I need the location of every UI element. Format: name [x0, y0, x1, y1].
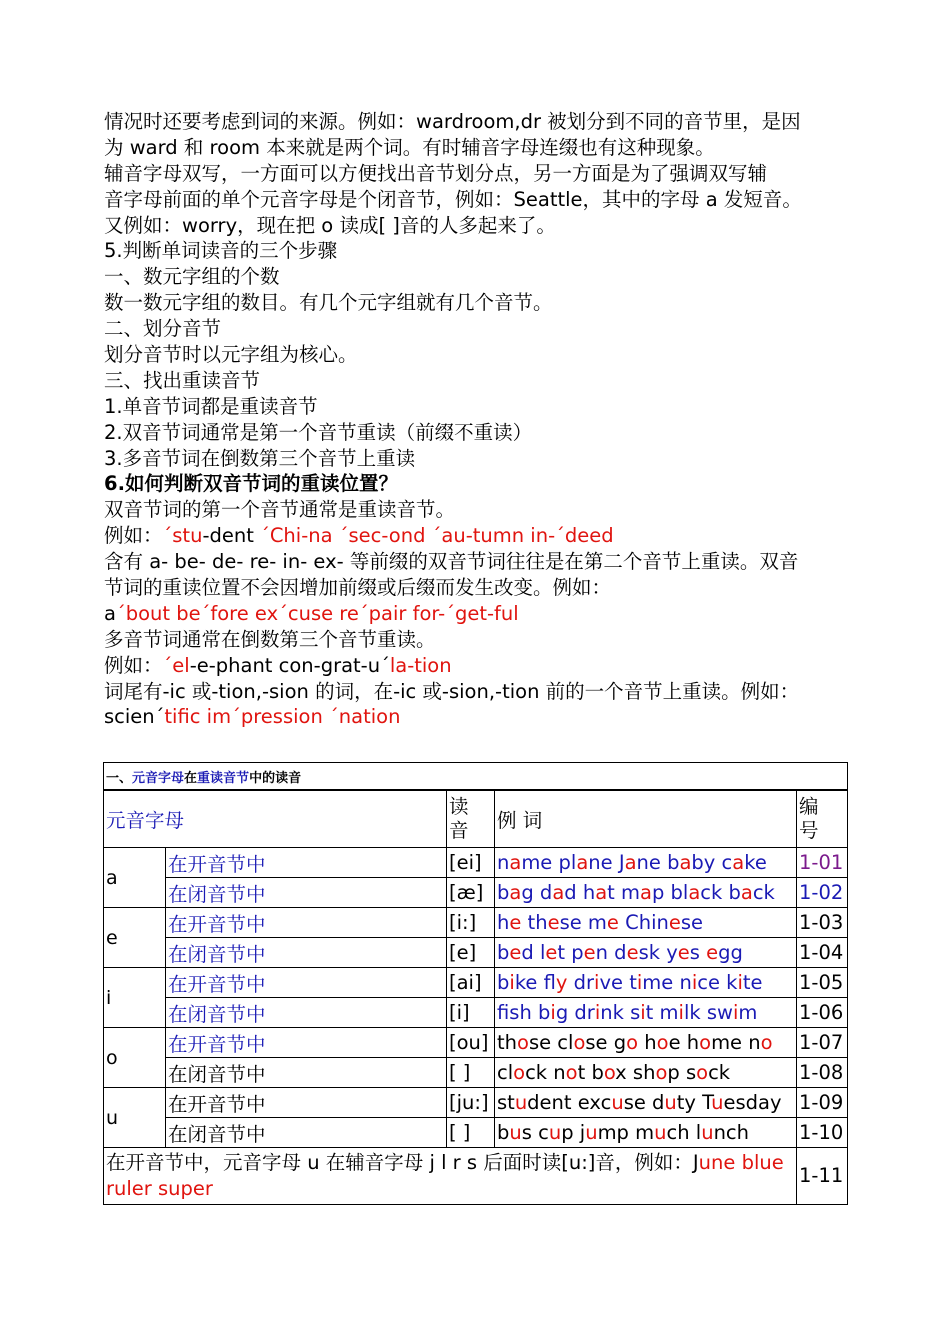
- syllable-type-cell: 在闭音节中: [166, 938, 447, 968]
- text-run: o: [513, 1061, 526, 1084]
- text-line: [104, 109, 852, 135]
- text-run: t m: [645, 1001, 679, 1024]
- text-run: e: [668, 911, 681, 934]
- sound-cell: [ai]: [447, 968, 495, 998]
- text-run: s: [689, 941, 707, 964]
- text-run: i: [732, 1001, 739, 1024]
- table-row: [104, 938, 848, 968]
- sound-cell: [i]: [447, 998, 495, 1028]
- text-run: a: [509, 881, 522, 904]
- text-run: 2.双音节词通常是第一个音节重读（前缀不重读）: [104, 420, 533, 444]
- text-run: ty T: [676, 1091, 712, 1114]
- text-line: [104, 523, 852, 549]
- text-run: ck n: [525, 1061, 566, 1084]
- text-run: i: [509, 971, 515, 994]
- text-run: une blue ruler super: [106, 1151, 784, 1200]
- number-cell: 1-03: [797, 908, 848, 938]
- text-run: 例 词: [497, 809, 543, 832]
- example-words-cell: [495, 968, 797, 998]
- text-line: [104, 549, 852, 575]
- text-run: i: [640, 1001, 646, 1024]
- syllable-type-cell: 在闭音节中: [166, 878, 447, 908]
- text-run: e: [547, 911, 560, 934]
- text-line: [104, 601, 852, 627]
- text-run: d l: [521, 941, 546, 964]
- text-run: by c: [691, 851, 733, 874]
- text-run: 音字母前面的单个元音字母是个闭音节，例如：Seattle，其中的字母 a 发短音。: [104, 187, 802, 211]
- text-run: -dent: [202, 524, 261, 548]
- text-run: i: [691, 971, 698, 994]
- text-run: m: [738, 1001, 758, 1024]
- text-run: o: [655, 1061, 668, 1084]
- sound-cell: [æ]: [447, 878, 495, 908]
- text-run: gg: [718, 941, 743, 964]
- text-run: b: [497, 881, 510, 904]
- number-cell: 1-09: [797, 1088, 848, 1118]
- text-run: s c: [521, 1121, 549, 1144]
- text-run: ne b: [636, 851, 680, 874]
- text-run: 三、找出重读音节: [104, 368, 261, 392]
- syllable-type-cell: 在开音节中: [166, 908, 447, 938]
- table-row: [104, 1028, 848, 1058]
- text-run: f: [497, 1001, 510, 1024]
- syllable-type-cell: 在闭音节中: [166, 998, 447, 1028]
- text-run: a: [509, 851, 522, 874]
- number-cell: 1-04: [797, 938, 848, 968]
- text-run: g dr: [555, 1001, 595, 1024]
- text-run: 二、划分音节: [104, 317, 222, 341]
- syllable-type-cell: 在开音节中: [166, 1028, 447, 1058]
- text-run: nch: [713, 1121, 750, 1144]
- text-run: u: [548, 1121, 562, 1144]
- text-run: la-tion: [389, 653, 452, 677]
- vowel-letter-cell: o: [104, 1028, 166, 1088]
- text-run: 音: [449, 819, 469, 842]
- text-run: a: [552, 881, 565, 904]
- text-run: y: [555, 971, 568, 994]
- text-run: e: [706, 941, 719, 964]
- text-run: e: [509, 941, 522, 964]
- text-line: [104, 213, 852, 239]
- text-run: 数一数元字组的数目。有几个元字组就有几个音节。: [104, 291, 553, 315]
- note-text-cell: [104, 1148, 797, 1205]
- text-run: 辅音字母双写，一方面可以方便找出音节划分点，另一方面是为了强调双写辅: [104, 161, 768, 185]
- text-run: 词尾有-ic 或-tion,-sion 的词，在-ic 或-sion,-tion 前的一个音节上重读。例如：: [104, 679, 800, 703]
- text-line: [104, 316, 852, 342]
- header-vowel-letter: [104, 790, 447, 848]
- text-line: [104, 161, 852, 187]
- syllable-type-cell: 在闭音节中: [166, 1058, 447, 1088]
- text-run: e h: [668, 1031, 700, 1054]
- text-run: i: [678, 1001, 684, 1024]
- number-cell: 1-02: [797, 878, 848, 908]
- text-run: 节词的重读位置不会因增加前缀或后缀而发生改变。例如：: [104, 576, 612, 600]
- text-run: se: [680, 911, 704, 934]
- text-line: [104, 420, 852, 446]
- text-run: se g: [585, 1031, 627, 1054]
- text-line: [104, 394, 852, 420]
- sound-cell: [ ]: [447, 1058, 495, 1088]
- number-cell: 1-05: [797, 968, 848, 998]
- table-header-row: [104, 790, 848, 848]
- sound-cell: [ ]: [447, 1118, 495, 1148]
- text-run: esday: [723, 1091, 782, 1114]
- example-words-cell: [495, 1088, 797, 1118]
- vowel-letter-cell: a: [104, 848, 166, 908]
- text-run: 5.判断单词读音的三个步骤: [104, 239, 338, 263]
- sound-cell: [e]: [447, 938, 495, 968]
- text-run: 6.如何判断双音节词的重读位置？: [104, 472, 398, 496]
- sound-cell: [ou]: [447, 1028, 495, 1058]
- text-run: me n: [711, 1031, 761, 1054]
- text-run: 1.单音节词都是重读音节: [104, 394, 318, 418]
- number-cell: 1-11: [797, 1148, 848, 1205]
- text-run: 例如：: [104, 524, 163, 548]
- text-run: a: [679, 851, 692, 874]
- text-run: g d: [521, 881, 553, 904]
- text-run: e: [509, 911, 522, 934]
- example-words-cell: [495, 1028, 797, 1058]
- table-caption: [104, 763, 848, 791]
- text-line: [104, 238, 852, 264]
- table-row: [104, 848, 848, 878]
- text-run: o: [696, 1061, 709, 1084]
- header-sound: [447, 790, 495, 848]
- text-run: te: [742, 971, 763, 994]
- syllable-type-cell: 在闭音节中: [166, 1118, 447, 1148]
- syllable-type-cell: 在开音节中: [166, 968, 447, 998]
- text-run: u: [701, 1121, 714, 1144]
- text-line: [104, 704, 852, 730]
- syllable-type-cell: 在开音节中: [166, 1088, 447, 1118]
- text-run: n d: [595, 941, 627, 964]
- text-run: u: [509, 1121, 522, 1144]
- text-run: o: [573, 1031, 586, 1054]
- text-run: i: [636, 971, 643, 994]
- header-number: [797, 790, 848, 848]
- text-run: a: [576, 851, 589, 874]
- text-run: e: [583, 941, 596, 964]
- text-run: x sh: [615, 1061, 656, 1084]
- table-row: [104, 908, 848, 938]
- text-run: Chin: [618, 911, 669, 934]
- text-run: 例如：: [104, 653, 163, 677]
- text-run: a: [595, 881, 608, 904]
- text-run: u: [664, 1091, 677, 1114]
- table-caption-row: [104, 763, 848, 791]
- text-run: e: [626, 941, 639, 964]
- text-run: ck: [708, 1061, 731, 1084]
- text-run: ´stu: [162, 524, 203, 548]
- text-run: 一、数元字组的个数: [104, 265, 280, 289]
- text-run: lk sw: [683, 1001, 733, 1024]
- example-words-cell: [495, 1118, 797, 1148]
- text-run: h: [497, 911, 510, 934]
- text-run: 在: [184, 770, 198, 786]
- example-words-cell: [495, 938, 797, 968]
- text-line: [104, 653, 852, 679]
- text-run: o: [565, 1061, 578, 1084]
- text-run: me pl: [521, 851, 577, 874]
- text-line: [104, 471, 852, 497]
- text-run: ve t: [599, 971, 637, 994]
- text-run: st: [497, 1091, 515, 1114]
- text-run: u: [514, 1091, 528, 1114]
- example-words-cell: [495, 1058, 797, 1088]
- text-run: scien´: [104, 705, 165, 729]
- text-run: 一、: [106, 770, 133, 786]
- example-words-cell: [495, 848, 797, 878]
- table-row: [104, 1088, 848, 1118]
- text-run: h: [638, 1031, 657, 1054]
- vowel-letter-cell: u: [104, 1088, 166, 1148]
- table-note-row: [104, 1148, 848, 1205]
- text-run: ne J: [588, 851, 625, 874]
- text-run: a: [688, 881, 701, 904]
- text-run: i: [550, 1001, 556, 1024]
- text-run: a: [624, 851, 637, 874]
- number-cell: 1-07: [797, 1028, 848, 1058]
- text-run: o: [603, 1061, 616, 1084]
- text-run: i: [594, 971, 600, 994]
- text-run: sh b: [509, 1001, 551, 1024]
- example-words-cell: [495, 908, 797, 938]
- text-run: ck b: [700, 881, 741, 904]
- text-run: th: [497, 1031, 518, 1054]
- text-run: u: [654, 1121, 667, 1144]
- text-run: ´bout be´fore ex´cuse re´pair for-´get-ful: [115, 601, 519, 625]
- text-run: a: [104, 601, 116, 625]
- text-run: 划分音节时以元字组为核心。: [104, 343, 358, 367]
- text-run: 双音节词的第一个音节通常是重读音节。: [104, 498, 456, 522]
- text-run: t m: [607, 881, 640, 904]
- text-run: 元音字母: [106, 809, 185, 832]
- vowel-reading-table: [103, 762, 848, 1205]
- text-line: [104, 264, 852, 290]
- table-row: [104, 998, 848, 1028]
- text-run: o: [626, 1031, 639, 1054]
- text-run: mp m: [597, 1121, 655, 1144]
- text-run: u: [711, 1091, 724, 1114]
- text-run: ´Chi-na ´sec-ond ´au-tumn in-´deed: [260, 524, 614, 548]
- text-run: u: [611, 1091, 624, 1114]
- number-cell: 1-10: [797, 1118, 848, 1148]
- text-run: 重读音节: [197, 770, 250, 786]
- text-line: [104, 187, 852, 213]
- text-run: 读: [449, 795, 469, 818]
- table-row: [104, 968, 848, 998]
- sound-cell: [i:]: [447, 908, 495, 938]
- text-line: [104, 627, 852, 653]
- text-run: ck: [752, 881, 775, 904]
- text-run: ke: [744, 851, 767, 874]
- text-run: o: [517, 1031, 529, 1054]
- text-run: b: [497, 941, 510, 964]
- number-cell: 1-06: [797, 998, 848, 1028]
- text-run: 为 ward 和 room 本来就是两个词。有时辅音字母连缀也有这种现象。: [104, 135, 715, 159]
- text-run: 多音节词通常在倒数第三个音节重读。: [104, 627, 436, 651]
- text-run: u: [585, 1121, 598, 1144]
- text-run: cl: [497, 1061, 514, 1084]
- number-cell: 1-08: [797, 1058, 848, 1088]
- text-run: 含有 a- be- de- re- in- ex- 等前缀的双音节词往往是在第二个音节上重读。双音: [104, 550, 799, 574]
- text-line: [104, 342, 852, 368]
- text-line: [104, 679, 852, 705]
- text-run: se cl: [528, 1031, 574, 1054]
- text-run: ke fl: [514, 971, 556, 994]
- text-run: p bl: [651, 881, 689, 904]
- header-example-words: [495, 790, 797, 848]
- text-line: [104, 575, 852, 601]
- text-run: 编: [799, 795, 819, 818]
- text-run: e: [677, 941, 690, 964]
- text-run: a: [740, 881, 753, 904]
- text-run: a: [732, 851, 745, 874]
- vowel-letter-cell: i: [104, 968, 166, 1028]
- text-run: o: [656, 1031, 669, 1054]
- text-run: 号: [799, 819, 819, 842]
- text-run: 又例如：worry，现在把 o 读成[ ]音的人多起来了。: [104, 213, 556, 237]
- text-run: d h: [564, 881, 596, 904]
- text-run: 在开音节中，元音字母 u 在辅音字母 j l r s 后面时读[u:]音，例如：J: [106, 1151, 699, 1174]
- text-run: sk y: [638, 941, 678, 964]
- text-line: [104, 446, 852, 472]
- table-row: [104, 1058, 848, 1088]
- sound-cell: [ju:]: [447, 1088, 495, 1118]
- sound-cell: [ei]: [447, 848, 495, 878]
- text-run: -e-phant con-grat-u´: [189, 653, 390, 677]
- text-run: a: [640, 881, 652, 904]
- text-run: o: [699, 1031, 712, 1054]
- text-run: se m: [559, 911, 607, 934]
- syllable-type-cell: 在开音节中: [166, 848, 447, 878]
- text-run: dent exc: [527, 1091, 612, 1114]
- text-line: [104, 135, 852, 161]
- text-run: 情况时还要考虑到词的来源。例如：wardroom,dr 被划分到不同的音节里，是因: [104, 110, 801, 133]
- text-run: e: [606, 911, 619, 934]
- text-run: b: [497, 971, 510, 994]
- text-run: tific im´pression ´nation: [164, 705, 401, 729]
- text-run: t p: [557, 941, 584, 964]
- number-cell: 1-01: [797, 848, 848, 878]
- text-run: se d: [623, 1091, 665, 1114]
- text-run: t b: [577, 1061, 604, 1084]
- text-run: me n: [642, 971, 692, 994]
- table-row: [104, 1118, 848, 1148]
- text-run: 元音字母: [132, 770, 185, 786]
- text-run: 3.多音节词在倒数第三个音节上重读: [104, 446, 416, 470]
- text-run: n: [497, 851, 510, 874]
- text-run: dr: [567, 971, 595, 994]
- text-run: nk s: [600, 1001, 641, 1024]
- text-run: p s: [667, 1061, 697, 1084]
- text-run: i: [737, 971, 743, 994]
- text-run: ´el: [162, 653, 190, 677]
- text-run: 中的读音: [249, 770, 302, 786]
- example-words-cell: [495, 998, 797, 1028]
- text-run: p j: [561, 1121, 586, 1144]
- text-run: i: [594, 1001, 601, 1024]
- text-run: ch l: [666, 1121, 702, 1144]
- text-run: e: [545, 941, 558, 964]
- table-row: [104, 878, 848, 908]
- text-run: o: [760, 1031, 773, 1054]
- text-line: [104, 497, 852, 523]
- text-run: th: [521, 911, 548, 934]
- text-run: ce k: [697, 971, 738, 994]
- text-line: [104, 290, 852, 316]
- body-text: [104, 109, 852, 730]
- vowel-letter-cell: e: [104, 908, 166, 968]
- example-words-cell: [495, 878, 797, 908]
- text-run: b: [497, 1121, 510, 1144]
- text-line: [104, 368, 852, 394]
